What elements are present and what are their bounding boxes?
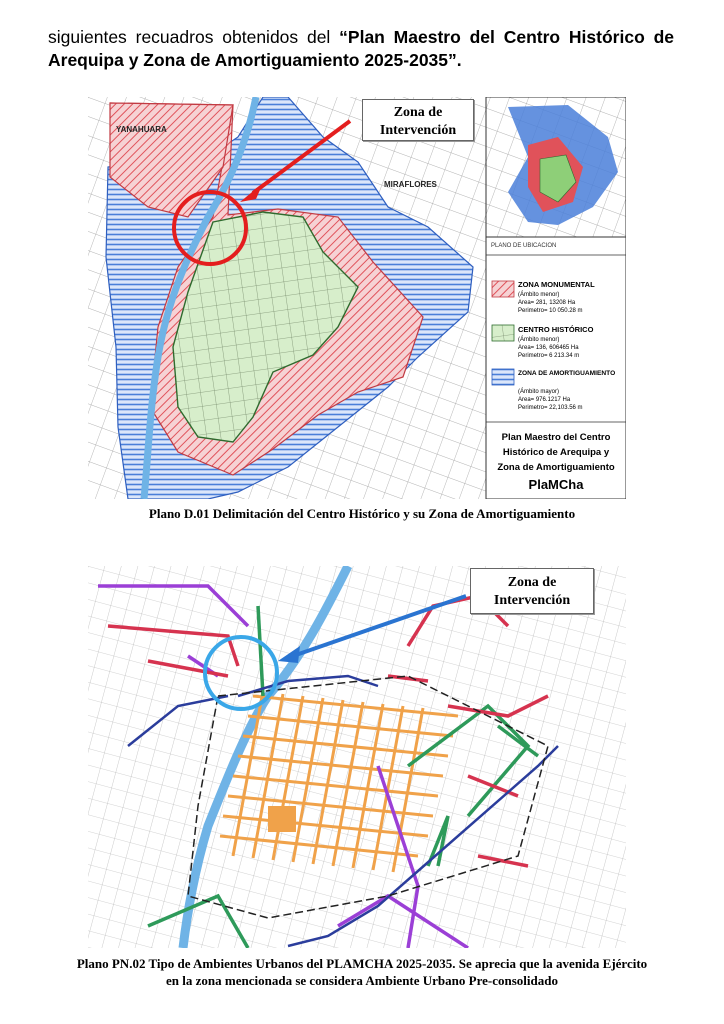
location-map-title: PLANO DE UBICACION [491,243,557,249]
callout-zona-intervencion-1: Zona de Intervención [362,99,474,141]
legend-swatch-historico [492,325,514,341]
legend-swatch-monumental [492,281,514,297]
figure-plano-d01 [88,97,626,499]
callout-zona-intervencion-2: Zona de Intervención [470,568,594,614]
caption-plano-d01: Plano D.01 Delimitación del Centro Histórico y su Zona de Amortiguamiento [148,506,576,521]
legend-swatch-amortiguamiento [492,369,514,385]
legend-sub-historico: (Ámbito menor) [518,337,560,343]
legend-sub-monumental: (Ámbito menor) [518,292,560,298]
legend-perim-amortiguamiento: Perimetro= 22,103.56 m [518,405,583,411]
legend-perim-historico: Perimetro= 6 213.34 m [518,353,580,359]
intro-paragraph [48,26,674,72]
caption-plano-pn02 [40,955,684,989]
legend-area-monumental: Area= 281, 13208 Ha [518,300,576,306]
legend-area-historico: Area= 136, 606465 Ha [518,345,579,351]
intro-text: siguientes recuadros obtenidos del [48,27,340,47]
plan-title-block [488,430,624,492]
legend-title-amortiguamiento: ZONA DE AMORTIGUAMIENTO [518,370,616,377]
plaza-de-armas [268,806,296,832]
legend-perim-monumental: Perimetro= 10 050.28 m [518,308,583,314]
caption-pn02-line2: en la zona mencionada se considera Ambiente Urbano Pre-consolidado [166,973,558,988]
label-yanahuara: YANAHUARA [116,125,167,134]
plan-logo: PlaMCha [528,477,584,492]
map-pn02 [88,566,626,948]
label-miraflores: MIRAFLORES [384,180,437,189]
legend-area-amortiguamiento: Area= 976.1217 Ha [518,397,571,403]
plan-title: Plan Maestro del Centro Histórico de Arequipa y Zona de Amortiguamiento [497,432,615,473]
intro-plan-title: “Plan Maestro del Centro Histórico de Arequipa y Zona de Amortiguamiento 2025-2035”. [48,27,674,70]
legend-sub-amortiguamiento: (Ámbito mayor) [518,389,560,395]
legend-title-historico: CENTRO HISTÓRICO [518,325,594,334]
figure-plano-pn02 [88,566,626,948]
caption-pn02-line1: Plano PN.02 Tipo de Ambientes Urbanos del PLAMCHA 2025-2035. Se aprecia que la avenida Ejército [76,956,648,971]
legend-title-monumental: ZONA MONUMENTAL [518,280,595,289]
